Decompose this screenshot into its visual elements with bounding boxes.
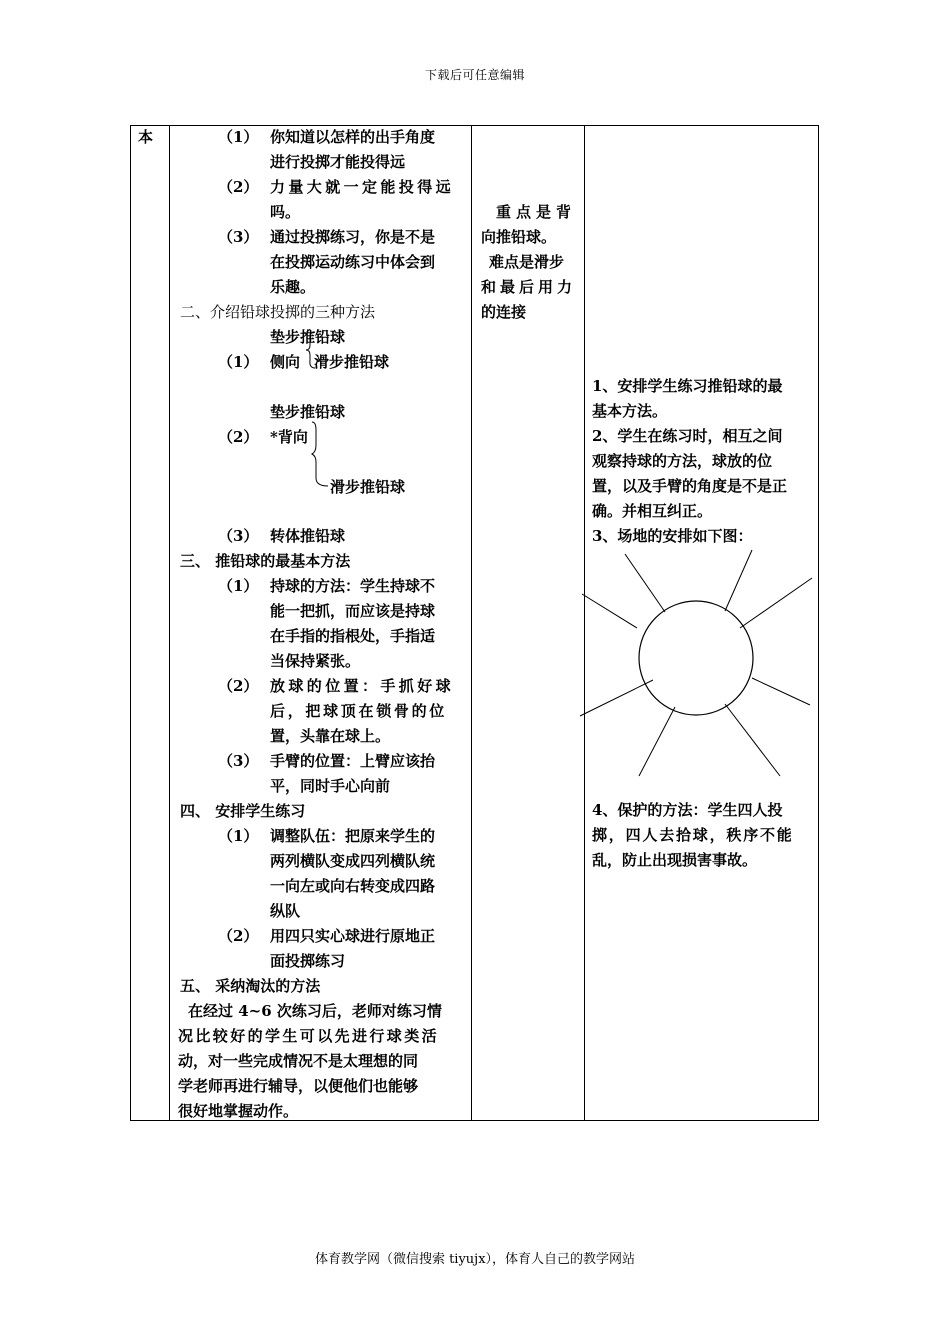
paragraph-line: 况比较好的学生可以先进行球类活 (178, 1027, 440, 1045)
question-text: 吗。 (270, 203, 301, 221)
item-number: （2） (218, 677, 259, 695)
throwing-line (725, 550, 752, 611)
column-divider (471, 126, 472, 1120)
brace-icon (310, 420, 332, 490)
key-point-text: 向推铅球。 (481, 228, 557, 246)
throwing-circle (639, 601, 753, 715)
throwing-line (582, 594, 637, 628)
key-point-text: 重点是背 (496, 203, 577, 221)
item-number: （3） (218, 527, 259, 545)
method-text: 后，把球顶在锁骨的位 (270, 702, 448, 720)
paragraph-line: 在经过 4~6 次练习后，老师对练习情 (188, 1002, 442, 1020)
question-text: 乐趣。 (270, 278, 316, 296)
throwing-line (752, 678, 810, 705)
field-layout-diagram (580, 550, 816, 780)
method-text: 放球的位置：手抓好球 (270, 677, 455, 695)
method-label: *背向 (270, 428, 308, 446)
arrangement-text: 观察持球的方法，球放的位 (592, 452, 773, 470)
paragraph-line: 很好地掌握动作。 (178, 1102, 299, 1120)
item-number: （3） (218, 752, 259, 770)
method-text: 平，同时手心向前 (270, 777, 391, 795)
practice-text: 两列横队变成四列横队统 (270, 852, 436, 870)
section-heading: 三、 推铅球的最基本方法 (180, 552, 351, 570)
throwing-line (740, 578, 812, 628)
method-text: 持球的方法：学生持球不 (270, 577, 436, 595)
paragraph-line: 学老师再进行辅导，以便他们也能够 (178, 1077, 419, 1095)
difficulty-text: 的连接 (481, 303, 527, 321)
protection-text: 4、保护的方法：学生四人投 (592, 801, 783, 819)
throwing-line (725, 704, 780, 776)
throwing-line (639, 707, 675, 776)
arrangement-text: 3、场地的安排如下图： (592, 527, 753, 545)
protection-text: 乱，防止出现损害事故。 (592, 851, 758, 869)
section-heading: 二、介绍铅球投掷的三种方法 (180, 303, 376, 321)
difficulty-text: 和最后用力 (481, 278, 577, 296)
method-option: 垫步推铅球 (270, 403, 346, 421)
item-number: （3） (218, 228, 259, 246)
item-number: （1） (218, 353, 259, 371)
method-option: 垫步推铅球 (270, 328, 346, 346)
question-text: 进行投掷才能投得远 (270, 153, 406, 171)
method-text: 手臂的位置：上臂应该抬 (270, 752, 436, 770)
method-text: 当保持紧张。 (270, 652, 361, 670)
section-heading: 四、 安排学生练习 (180, 802, 306, 820)
arrangement-text: 基本方法。 (592, 402, 668, 420)
question-text: 力量大就一定能投得远 (270, 178, 455, 196)
paragraph-line: 动，对一些完成情况不是太理想的同 (178, 1052, 419, 1070)
throwing-line (580, 680, 653, 716)
arrangement-text: 置，以及手臂的角度是不是正 (592, 477, 788, 495)
method-label: 转体推铅球 (270, 527, 346, 545)
method-text: 在手指的指根处，手指适 (270, 627, 436, 645)
item-number: （2） (218, 428, 259, 446)
item-number: （1） (218, 128, 259, 146)
item-number: （1） (218, 577, 259, 595)
page-header: 下载后可任意编辑 (424, 68, 525, 82)
difficulty-text: 难点是滑步 (489, 253, 565, 271)
throwing-line (625, 554, 665, 612)
arrangement-text: 2、学生在练习时，相互之间 (592, 427, 783, 445)
method-option: 滑步推铅球 (314, 353, 390, 371)
page-footer: 体育教学网（微信搜索 tiyujx），体育人自己的教学网站 (314, 1252, 636, 1267)
practice-text: 用四只实心球进行原地正 (270, 927, 436, 945)
method-label: 侧向 (270, 353, 301, 371)
section-heading: 五、 采纳淘汰的方法 (180, 977, 321, 995)
arrangement-text: 1、安排学生练习推铅球的最 (592, 377, 783, 395)
column-divider (169, 126, 170, 1120)
item-number: （2） (218, 927, 259, 945)
question-text: 通过投掷练习，你是不是 (270, 228, 436, 246)
arrangement-text: 确。并相互纠正。 (592, 502, 713, 520)
method-text: 置，头靠在球上。 (270, 727, 391, 745)
practice-text: 面投掷练习 (270, 952, 346, 970)
method-option: 滑步推铅球 (330, 478, 406, 496)
practice-text: 纵队 (270, 902, 301, 920)
item-number: （1） (218, 827, 259, 845)
practice-text: 调整队伍：把原来学生的 (270, 827, 436, 845)
method-text: 能一把抓，而应该是持球 (270, 602, 436, 620)
item-number: （2） (218, 178, 259, 196)
practice-text: 一向左或向右转变成四路 (270, 877, 436, 895)
protection-text: 掷，四人去拾球，秩序不能 (592, 826, 794, 844)
question-text: 你知道以怎样的出手角度 (270, 128, 436, 146)
section-label: 本 (138, 128, 154, 146)
question-text: 在投掷运动练习中体会到 (270, 253, 436, 271)
